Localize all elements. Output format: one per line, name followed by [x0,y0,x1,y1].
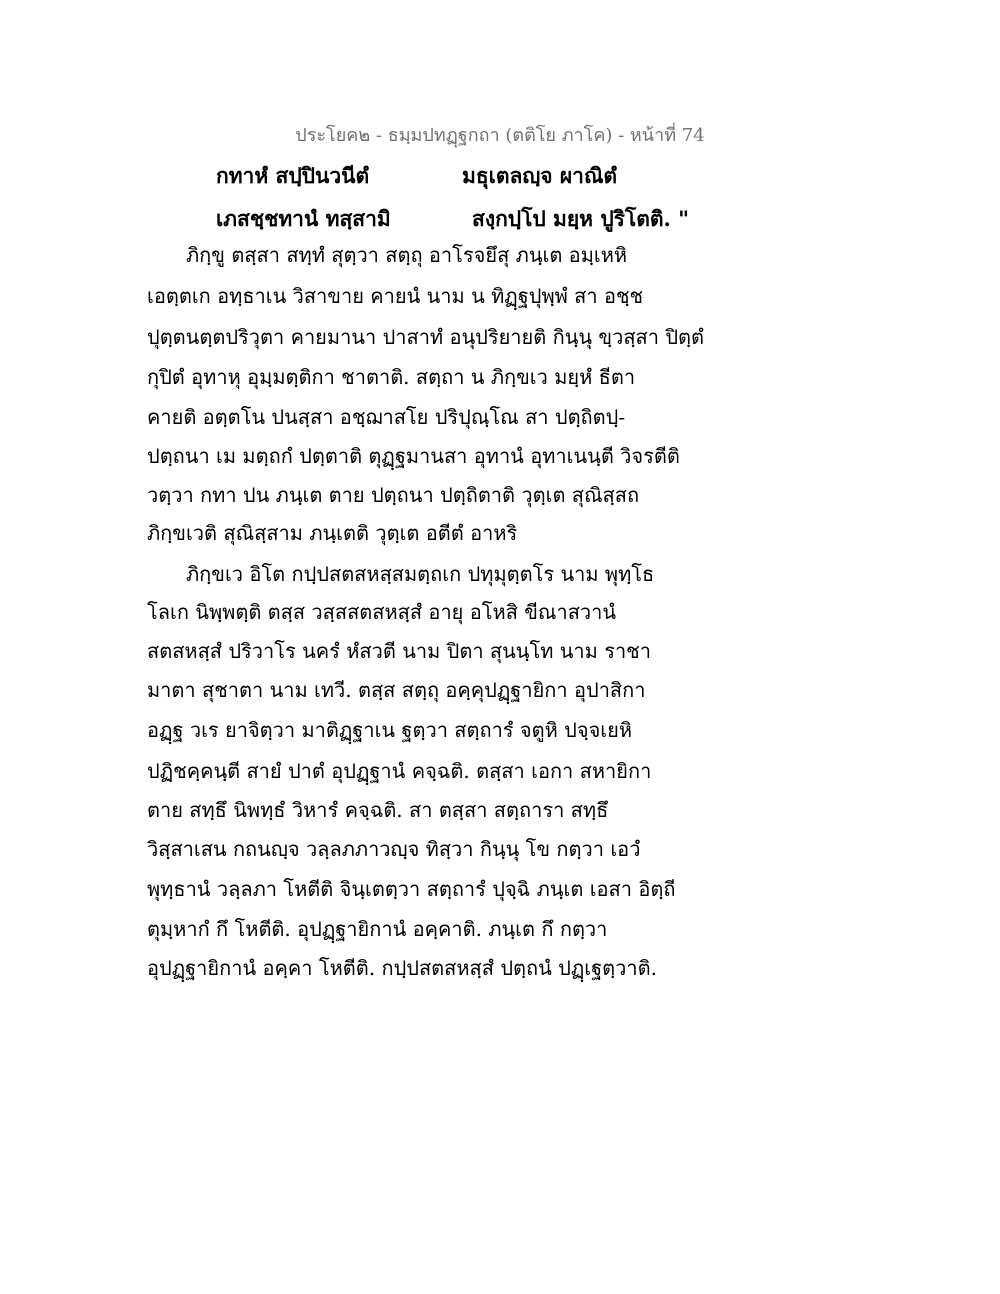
paragraph-1-line-4: กุปิตํ อุทาหุ อุมฺมตฺติกา ชาตาติ. สตฺถา น ภิกฺขเว มยฺหํ ธีตา [147,365,636,389]
paragraph-2-line-9: พุทฺธานํ วลฺลภา โหตีติ จินฺเตตฺวา สตฺถารํ ปุจฺฉิ ภนฺเต เอสา อิตฺถี [147,877,676,901]
paragraph-2-line-2: โลเก นิพฺพตฺติ ตสฺส วสฺสสตสหสฺสํ อายุ อโหสิ ขีณาสวานํ [147,600,617,624]
paragraph-2-line-3: สตสหสฺสํ ปริวาโร นครํ หํสวตี นาม ปิตา สุนนฺโท นาม ราชา [147,639,651,663]
paragraph-2-line-5: อฏฺฐ วเร ยาจิตฺวา มาติฏฺฐาเน ฐตฺวา สตฺถารํ จตูหิ ปจฺจเยหิ [147,718,633,742]
paragraph-2-line-11: อุปฏฺฐายิกานํ อคฺคา โหตีติ. กปฺปสตสหสฺสํ ปตฺถนํ ปฏฺเฐตฺวาติ. [147,956,657,980]
verse-line-1-left: กทาหํ สปฺปินวนีตํ [216,163,370,188]
verse-line-2-right: สงฺกปฺโป มยฺห ปูริโตติ. " [472,206,690,231]
paragraph-1-line-6: ปตฺถนา เม มตฺถกํ ปตฺตาติ ตุฏฺฐมานสา อุทานํ อุทาเนนฺตี วิจรตีติ [147,444,680,468]
paragraph-1-line-3: ปุตฺตนตฺตปริวุตา คายมานา ปาสาทํ อนุปริยายติ กินฺนุ ขฺวสฺสา ปิตฺตํ [147,325,704,349]
paragraph-2-line-1: ภิกฺขเว อิโต กปฺปสตสหสฺสมตฺถเก ปทุมุตฺตโร นาม พุทฺโธ [186,562,655,586]
page-header: ประโยค๒ - ธมฺมปทฏฺฐกถา (ตติโย ภาโค) - หน้าที่ 74 [295,125,705,146]
verse-line-2-left: เภสชฺชทานํ ทสฺสามิ [216,206,391,231]
paragraph-1-line-1: ภิกฺขู ตสฺสา สทฺทํ สุตฺวา สตฺถุ อาโรจยึสุ ภนฺเต อมฺเหหิ [186,243,628,267]
paragraph-2-line-8: วิสฺสาเสน กถนญฺจ วลฺลภภาวญฺจ ทิสฺวา กินฺนุ โข กตฺวา เอวํ [147,837,641,861]
verse-line-1 [0,160,1000,194]
paragraph-1-line-7: วตฺวา กทา ปน ภนฺเต ตาย ปตฺถนา ปตฺถิตาติ วุตฺเต สุณิสฺสถ [147,483,640,507]
paragraph-1-line-8: ภิกฺขเวติ สุณิสฺสาม ภนฺเตติ วุตฺเต อตีตํ อาหริ [147,521,518,545]
paragraph-2-line-6: ปฏิชคฺคนฺตี สายํ ปาตํ อุปฏฺฐานํ คจฺฉติ. ตสฺสา เอกา สหายิกา [147,759,652,783]
paragraph-2-line-10: ตุมฺหากํ กึ โหตีติ. อุปฏฺฐายิกานํ อคฺคาติ. ภนฺเต กึ กตฺวา [147,917,608,941]
verse-line-1-right: มธุเตลญฺจ ผาณิตํ [462,163,618,188]
paragraph-1-line-2: เอตฺตเก อทฺธาเน วิสาขาย คายนํ นาม น ทิฏฺฐปุพฺพํ สา อชฺช [147,284,644,308]
verse-line-2 [0,203,1000,237]
paragraph-2-line-4: มาตา สุชาตา นาม เทวี. ตสฺส สตฺถุ อคฺคุปฏฺฐายิกา อุปาสิกา [147,678,646,702]
paragraph-2-line-7: ตาย สทฺธึ นิพทฺธํ วิหารํ คจฺฉติ. สา ตสฺสา สตฺถารา สทฺธึ [147,798,609,822]
paragraph-1-line-5: คายติ อตฺตโน ปนสฺสา อชฺฌาสโย ปริปุณฺโณ สา ปตฺถิตปฺ- [147,405,626,429]
